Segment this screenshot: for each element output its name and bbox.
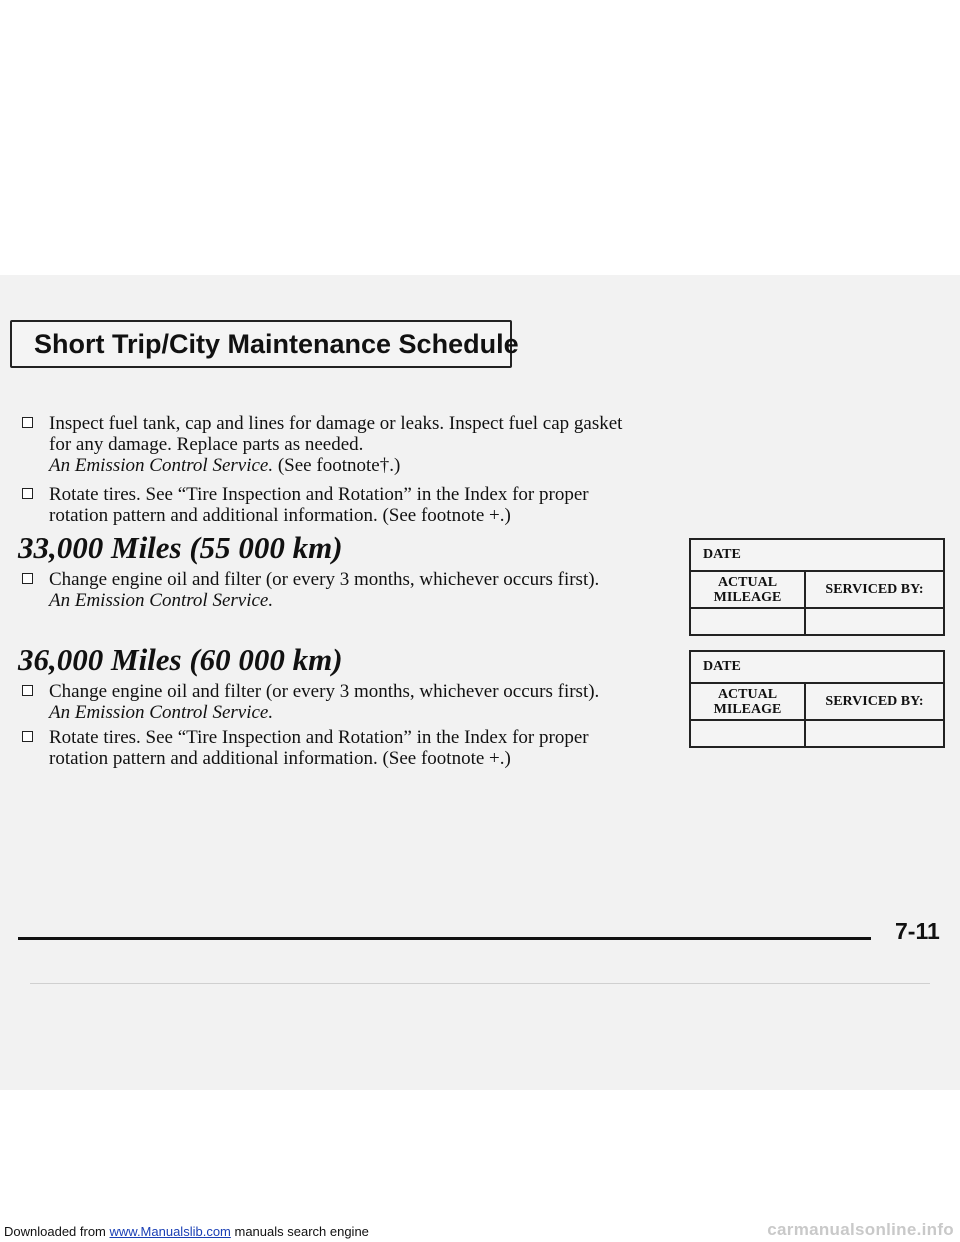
emission-note: An Emission Control Service. — [49, 590, 274, 611]
checklist-item: Change engine oil and filter (or every 3 months, whichever occurs first). An Emission Control Service. — [22, 569, 662, 611]
serviced-by-entry-cell[interactable] — [806, 721, 943, 746]
actual-mileage-label: ACTUAL MILEAGE — [691, 684, 806, 719]
checkbox[interactable] — [22, 731, 33, 742]
serviced-by-label: SERVICED BY: — [825, 693, 924, 709]
checkbox[interactable] — [22, 685, 33, 696]
page-number: 7-11 — [895, 918, 940, 944]
date-label: DATE — [691, 652, 943, 684]
emission-note: An Emission Control Service. — [49, 702, 274, 723]
footer — [0, 1220, 960, 1242]
checkbox[interactable] — [22, 573, 33, 584]
mileage-entry-cell[interactable] — [691, 609, 806, 634]
section-heading: 36,000 Miles (60 000 km) — [18, 642, 343, 677]
checkbox[interactable] — [22, 417, 33, 428]
mileage-entry-cell[interactable] — [691, 721, 806, 746]
checklist-item: Change engine oil and filter (or every 3 months, whichever occurs first). An Emission Control Service. — [22, 681, 662, 723]
service-record-box — [689, 538, 945, 636]
checkbox[interactable] — [22, 488, 33, 499]
serviced-by-entry-cell[interactable] — [806, 609, 943, 634]
page-title: Short Trip/City Maintenance Schedule — [10, 320, 512, 368]
checklist-item: Inspect fuel tank, cap and lines for damage or leaks. Inspect fuel cap gasket for any damage. Replace parts as needed. An Emission Control Service. (See footnote†.) — [22, 413, 662, 476]
download-credit: Downloaded from www.Manualslib.com manuals search engine — [4, 1224, 369, 1239]
section-heading: 33,000 Miles (55 000 km) — [18, 530, 343, 565]
manualslib-link[interactable]: www.Manualslib.com — [109, 1224, 231, 1239]
serviced-by-label: SERVICED BY: — [825, 581, 924, 597]
date-label: DATE — [691, 540, 943, 572]
checklist-item: Rotate tires. See “Tire Inspection and Rotation” in the Index for proper rotation pattern and additional information. (See footnote +.) — [22, 484, 662, 526]
bottom-rule — [18, 937, 871, 940]
checklist-item: Rotate tires. See “Tire Inspection and Rotation” in the Index for proper rotation pattern and additional information. (See footnote +.) — [22, 727, 662, 769]
actual-mileage-label: ACTUAL MILEAGE — [691, 572, 806, 607]
emission-note: An Emission Control Service. — [49, 455, 274, 476]
service-record-box — [689, 650, 945, 748]
divider — [30, 983, 930, 984]
watermark: carmanualsonline.info — [767, 1220, 954, 1239]
